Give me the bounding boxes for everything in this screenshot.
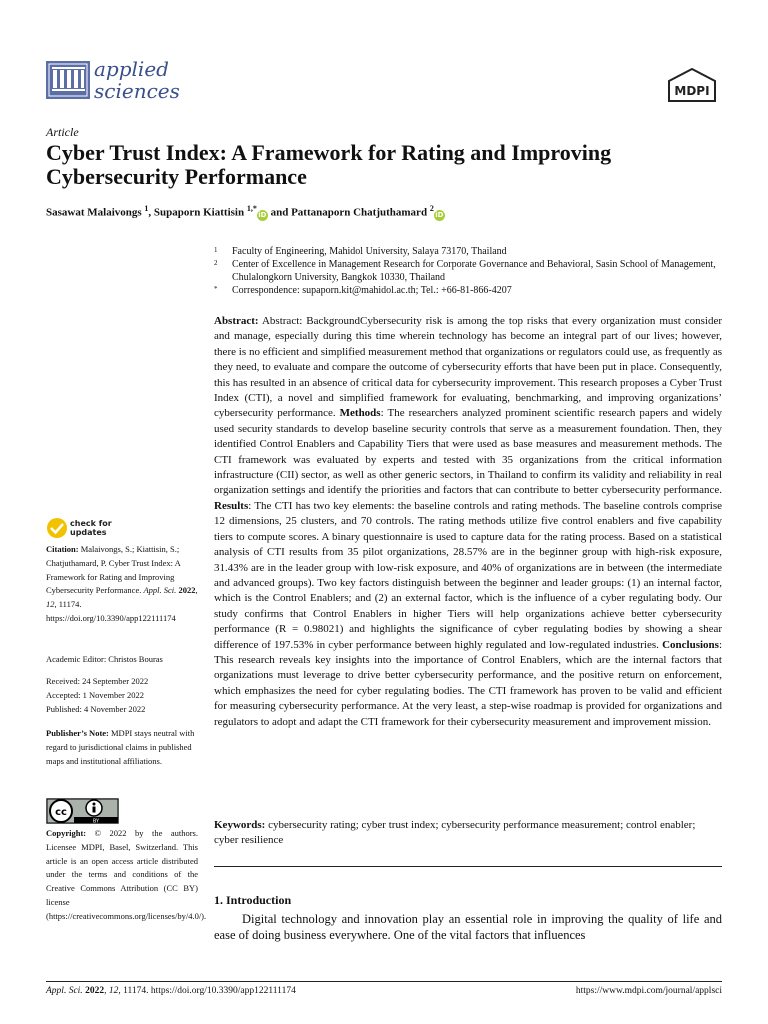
- cc-by-license-icon[interactable]: [46, 798, 119, 824]
- date-accepted: Accepted: 1 November 2022: [46, 689, 144, 700]
- mdpi-logo-icon: [666, 67, 718, 103]
- keywords-text: cybersecurity rating; cyber trust index; cybersecurity performance measurement; control enabler; cyber resilience: [214, 819, 696, 847]
- keywords: [214, 818, 722, 849]
- footer-citation: Appl. Sci. 2022, 12, 11174. https://doi.org/10.3390/app122111174: [46, 986, 296, 996]
- affiliation-item: [214, 245, 724, 258]
- footer-year: 2022: [85, 986, 105, 996]
- journal-name-line1: applied: [94, 57, 169, 81]
- journal-emblem-icon: [46, 61, 90, 99]
- footer: [46, 986, 722, 996]
- citation-year: 2022: [176, 585, 196, 596]
- author-affiliation-mark: 1: [144, 204, 149, 213]
- abstract-methods: : The researchers analyzed prominent scientific research papers and widely used security standards to develop baseline security controls that serve as a measurement foundation. Then, they identified Control Enablers and Capability Tiers that were used as base measures and measurement methods. The CTI framework was evaluated by experts and tested with 35 organizations from the critical information infrastructure (CII) sector, as well as other generic sectors, in Thailand to confirm its validity and reliability in real organization settings and identify the priorities and factors that can contribute to better cybersecurity performance.: [214, 407, 723, 497]
- author-affiliation-mark: 1,*: [246, 204, 257, 213]
- methods-label: Methods: [339, 407, 381, 420]
- author-name[interactable]: Pattanaporn Chatjuthamard: [291, 206, 428, 219]
- footer-doi-link[interactable]: , 11174. https://doi.org/10.3390/app122111174: [118, 986, 296, 996]
- footer-divider: [46, 981, 722, 982]
- intro-text: Digital technology and innovation play an essential role in improving the quality of life and ease of doing business everywhere. One of the vital factors that influences: [214, 912, 722, 942]
- journal-logo: [46, 58, 180, 102]
- check-updates-line1: check for: [70, 519, 112, 528]
- affiliation-item: [214, 258, 724, 284]
- affiliation-item: [214, 284, 724, 297]
- section-divider: [214, 866, 722, 867]
- copyright-text: © 2022 by the authors. Licensee MDPI, Basel, Switzerland. This article is an open access article distributed under the terms and conditions of the Creative Commons Attribution (CC BY) license (https://creativecommons.org/licenses/by/4.0/).: [46, 828, 207, 921]
- author-separator: ,: [148, 206, 154, 219]
- citation: [46, 543, 198, 626]
- citation-doi-link[interactable]: , 11174. https://doi.org/10.3390/app122111174: [46, 599, 176, 623]
- check-updates-label: [70, 519, 112, 537]
- cc-by-label: BY: [92, 818, 100, 824]
- publisher-note-label: Publisher’s Note:: [46, 728, 109, 738]
- copyright-label: Copyright:: [46, 828, 87, 838]
- check-updates-icon: [46, 517, 68, 539]
- abstract: [214, 314, 722, 730]
- affiliation-text: Correspondence: supaporn.kit@mahidol.ac.th; Tel.: +66-81-866-4207: [232, 285, 512, 296]
- affiliation-number: 2: [214, 259, 218, 267]
- orcid-icon[interactable]: iD: [258, 210, 267, 219]
- academic-editor: Academic Editor: Christos Bouras: [46, 654, 163, 664]
- publisher-note: [46, 727, 198, 768]
- keywords-label: Keywords:: [214, 819, 266, 831]
- author-name[interactable]: Sasawat Malaivongs: [46, 206, 142, 219]
- conclusions-label: Conclusions: [662, 638, 719, 651]
- abstract-results: : The CTI has two key elements: the baseline controls and rating methods. The baseline controls comprise 12 dimensions, 25 clusters, and 70 controls. The rating methods utilize five control enablers and five capability tiers to compute scores. A binary questionnaire is used to capture data for the rating process. Based on a statistical analysis of CTI results from 35 pilot organizations, 28.57% are in the beginner group with high-risk exposure, 31.43% are in the leader group with low-risk exposure, and 40% of organizations are in between (the intermediate and advanced groups). Two key factors distinguish between the beginner and leader groups: (1) an internal factor, which is the Control Enablers; and (2) an external factor, which is the influence of a cyber regulating body. Our study confirms that Control Enablers in higher Tiers will help organizations achieve better cybersecurity performance (R = 0.98021) and highlights the significance of cyber regulating bodies by showing a shear difference of 197.53% in cyber performance between highly regulated and low-regulated industries.: [214, 499, 722, 651]
- svg-text:cc: cc: [55, 807, 67, 818]
- abstract-background: Abstract: BackgroundCybersecurity risk is among the top risks that every organization must consider and manage, especially during this time wherein technology has become an integral part of our lives; however, there is no efficient and simplified measurement method that organizations or regulators could use, as frequently as they need, to evaluate and compare the outcome of cybersecurity efforts that have been put in place. Consequently, this has resulted in an absence of critical data for cybersecurity improvement. This research proposes a Cyber Trust Index (CTI), a novel and simplified framework for evaluating, benchmarking, and improving organizations’ cybersecurity performance.: [214, 315, 722, 420]
- affiliation-text: Center of Excellence in Management Research for Corporate Governance and Behavioral, Sasin School of Management, Chulalongkorn University, Bangkok 10330, Thailand: [232, 259, 716, 283]
- affiliation-number: 1: [214, 246, 218, 254]
- date-published: Published: 4 November 2022: [46, 703, 146, 714]
- affiliation-text: Faculty of Engineering, Mahidol University, Salaya 73170, Thailand: [232, 246, 507, 257]
- citation-journal: Appl. Sci.: [143, 585, 177, 596]
- dates: [46, 675, 198, 716]
- author-name[interactable]: Supaporn Kiattisin: [153, 206, 245, 219]
- intro-heading: 1. Introduction: [214, 893, 292, 907]
- author-list: [46, 204, 445, 221]
- orcid-icon[interactable]: iD: [435, 210, 444, 219]
- footer-journal: Appl. Sci.: [46, 986, 83, 996]
- citation-text: Malaivongs, S.; Kiattisin, S.; Chatjuthamard, P. Cyber Trust Index: A Framework for Rating and Improving Cybersecurity Performance.: [46, 544, 181, 596]
- date-received: Received: 24 September 2022: [46, 676, 149, 686]
- journal-name-line2: sciences: [94, 79, 180, 103]
- publisher-name: MDPI: [674, 84, 710, 98]
- affiliations: [214, 245, 724, 297]
- copyright: [46, 827, 207, 924]
- article-type: Article: [46, 125, 79, 139]
- article-title: Cyber Trust Index: A Framework for Rating and Improving Cybersecurity Performance: [46, 140, 612, 189]
- journal-name: [94, 58, 180, 102]
- results-label: Results: [214, 499, 249, 512]
- publisher-note-text: MDPI stays neutral with regard to jurisdictional claims in published maps and institutional affiliations.: [46, 728, 195, 766]
- citation-label: Citation:: [46, 544, 79, 554]
- check-updates-line2: updates: [70, 528, 107, 537]
- abstract-label: Abstract:: [214, 315, 259, 327]
- footer-journal-url-link[interactable]: https://www.mdpi.com/journal/applsci: [575, 986, 722, 996]
- footer-volume: 12: [108, 986, 119, 996]
- affiliation-number: *: [214, 285, 218, 293]
- author-affiliation-mark: 2: [429, 204, 434, 213]
- abstract-conclusions: : This research reveals key insights into the importance of Control Enablers, which are the internal factors that organizations must leverage to drive better cybersecurity performance, and the positive return on enforcement, which emphasizes the need for cyber regulating bodies. The CTI framework has proven to be valid and efficient for measuring cybersecurity performance. At the very least, a step-wise roadmap is provided for organizations and regulators to adopt and adapt the CTI framework for their cybersecurity measurement and improvement mission.: [214, 638, 723, 728]
- check-for-updates-button[interactable]: [46, 517, 112, 539]
- author-separator: and: [267, 206, 292, 219]
- citation-volume: , 12: [46, 585, 198, 610]
